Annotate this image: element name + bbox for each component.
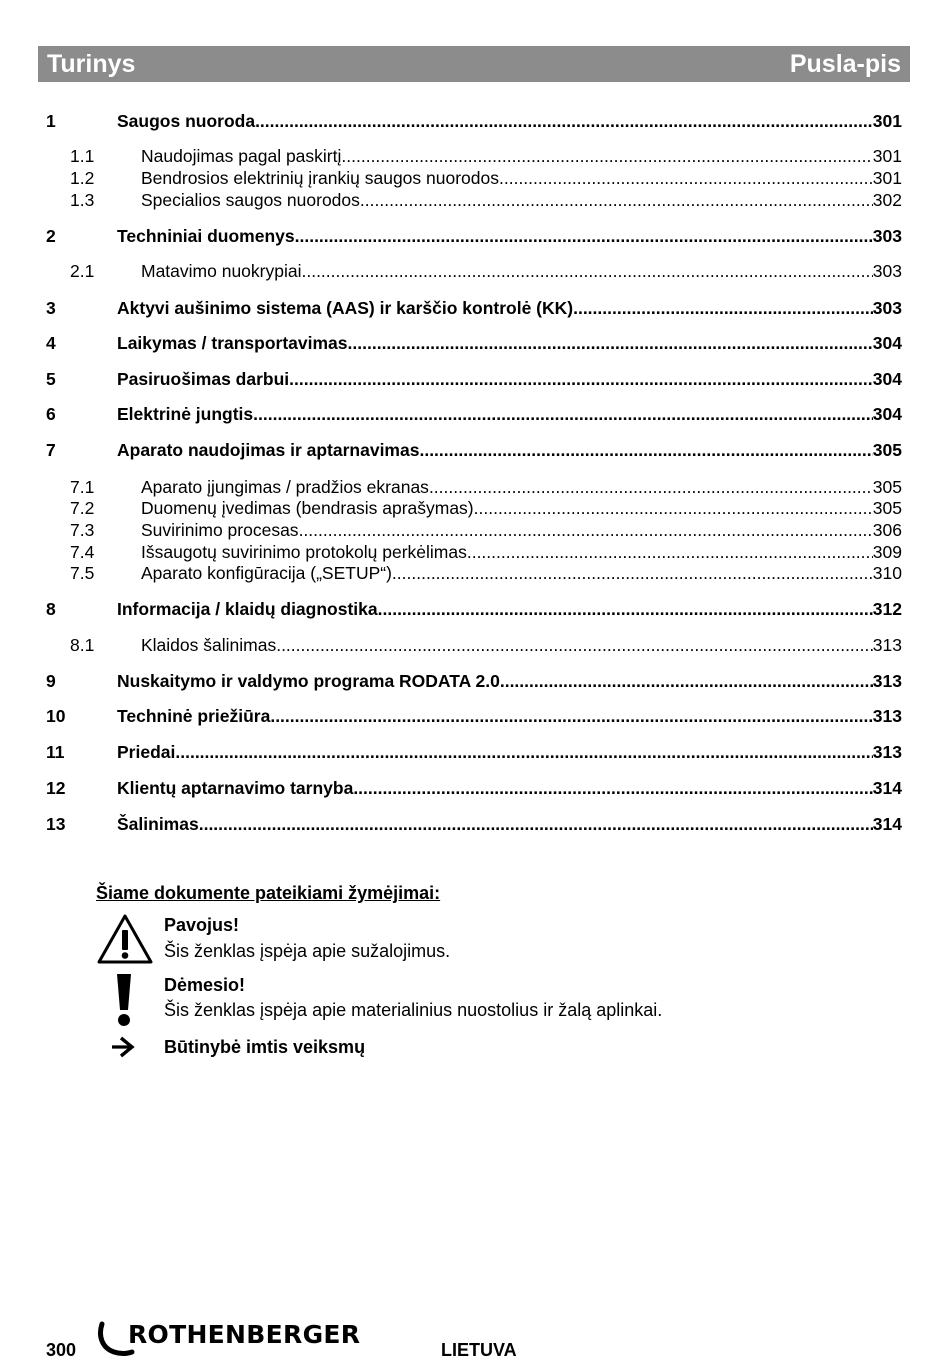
toc-entry-number: 13 — [46, 814, 66, 834]
toc-entry-page: 303 — [872, 298, 902, 318]
toc-dot-leader — [573, 298, 873, 319]
toc-header-page-label: Pusla-pis — [789, 49, 901, 78]
toc-entry[interactable] — [46, 599, 902, 623]
toc-dot-leader — [392, 563, 873, 584]
toc-entry-number: 12 — [46, 778, 66, 798]
toc-entry-page: 313 — [872, 742, 902, 762]
toc-dot-leader — [299, 520, 873, 541]
danger-title: Pavojus! — [164, 915, 240, 935]
toc-entry-page: 310 — [872, 563, 902, 583]
toc-entry-title: Išsaugotų suvirinimo protokolų perkėlimas — [141, 542, 467, 562]
toc-entry-number: 7.1 — [70, 477, 95, 497]
toc-entry-page: 303 — [872, 226, 902, 246]
toc-entry-title: Informacija / klaidų diagnostika — [117, 599, 378, 619]
toc-entry[interactable] — [46, 520, 902, 544]
toc-entry-page: 313 — [872, 706, 902, 726]
toc-entry[interactable] — [46, 742, 902, 766]
action-required-text: Būtinybė imtis veiksmų — [164, 1037, 366, 1057]
toc-dot-leader — [499, 168, 873, 189]
toc-entry-number: 1.3 — [70, 190, 95, 210]
toc-entry-page: 305 — [872, 477, 902, 497]
toc-entry-number: 1.1 — [70, 146, 95, 166]
toc-entry-page: 304 — [872, 404, 902, 424]
toc-entry-page: 301 — [872, 111, 902, 131]
toc-dot-leader — [289, 369, 873, 390]
toc-entry-page: 309 — [872, 542, 902, 562]
toc-dot-leader — [175, 742, 872, 763]
toc-entry-page: 305 — [872, 498, 902, 518]
toc-dot-leader — [199, 814, 873, 835]
toc-entry-title: Laikymas / transportavimas — [117, 333, 348, 353]
toc-header — [38, 46, 910, 82]
toc-entry-title: Naudojimas pagal paskirtį — [141, 146, 342, 166]
toc-entry-title: Saugos nuoroda — [117, 111, 256, 131]
toc-dot-leader — [353, 778, 872, 799]
toc-dot-leader — [348, 333, 873, 354]
toc-entry[interactable] — [46, 706, 902, 730]
toc-entry[interactable] — [46, 369, 902, 393]
toc-dot-leader — [419, 440, 872, 461]
toc-dot-leader — [378, 599, 873, 620]
toc-entry-page: 301 — [872, 168, 902, 188]
toc-entry[interactable] — [46, 333, 902, 357]
toc-entry-page: 313 — [872, 671, 902, 691]
toc-entry-number: 3 — [46, 298, 56, 318]
brand-name: ROTHENBERGER — [128, 1320, 361, 1349]
toc-entry-title: Elektrinė jungtis — [117, 404, 254, 424]
toc-entry-number: 7 — [46, 440, 56, 460]
toc-entry[interactable] — [46, 226, 902, 250]
toc-entry-number: 7.3 — [70, 520, 95, 540]
toc-entry[interactable] — [46, 261, 902, 285]
toc-entry[interactable] — [46, 111, 902, 135]
toc-dot-leader — [429, 477, 873, 498]
toc-entry-number: 11 — [46, 742, 65, 762]
toc-entry[interactable] — [46, 298, 902, 322]
toc-entry-page: 301 — [872, 146, 902, 166]
toc-entry-title: Techninė priežiūra — [117, 706, 271, 726]
toc-entry-page: 305 — [872, 440, 902, 460]
toc-entry[interactable] — [46, 814, 902, 838]
toc-dot-leader — [255, 111, 873, 132]
toc-dot-leader — [467, 542, 873, 563]
toc-header-title: Turinys — [47, 49, 136, 78]
toc-entry-number: 7.5 — [70, 563, 95, 583]
toc-entry-number: 7.2 — [70, 498, 95, 518]
toc-dot-leader — [276, 635, 873, 656]
warning-triangle-icon — [96, 913, 154, 965]
toc-entry-title: Suvirinimo procesas — [141, 520, 299, 540]
toc-dot-leader — [500, 671, 873, 692]
toc-entry-number: 4 — [46, 333, 56, 353]
toc-entry-number: 1 — [46, 111, 56, 131]
danger-description: Šis ženklas įspėja apie sužalojimus. — [164, 941, 451, 961]
toc-dot-leader — [270, 706, 872, 727]
toc-entry[interactable] — [46, 671, 902, 695]
toc-dot-leader — [295, 226, 873, 247]
toc-entry-number: 1.2 — [70, 168, 95, 188]
toc-dot-leader — [253, 404, 873, 425]
toc-entry-title: Aparato įjungimas / pradžios ekranas — [141, 477, 429, 497]
toc-entry[interactable] — [46, 498, 902, 522]
toc-entry-title: Techniniai duomenys — [117, 226, 295, 246]
legend-heading: Šiame dokumente pateikiami žymėjimai: — [96, 883, 441, 903]
toc-entry-number: 8 — [46, 599, 56, 619]
toc-entry-title: Aparato konfigūracija („SETUP“) — [141, 563, 392, 583]
country-label: LIETUVA — [441, 1340, 517, 1360]
toc-entry-title: Aparato naudojimas ir aptarnavimas — [117, 440, 420, 460]
toc-entry[interactable] — [46, 168, 902, 192]
toc-entry-title: Klientų aptarnavimo tarnyba — [117, 778, 354, 798]
toc-entry-title: Specialios saugos nuorodos — [141, 190, 360, 210]
toc-entry-number: 6 — [46, 404, 56, 424]
toc-entry-page: 313 — [872, 635, 902, 655]
toc-entry-title: Bendrosios elektrinių įrankių saugos nuorodos — [141, 168, 499, 188]
toc-entry-number: 10 — [46, 706, 66, 726]
toc-entry-title: Klaidos šalinimas — [141, 635, 277, 655]
toc-entry[interactable] — [46, 146, 902, 170]
toc-entry[interactable] — [46, 563, 902, 587]
toc-entry-number: 2 — [46, 226, 56, 246]
toc-entry-title: Pasiruošimas darbui — [117, 369, 290, 389]
toc-entry[interactable] — [46, 635, 902, 659]
toc-dot-leader — [474, 498, 873, 519]
toc-entry-number: 8.1 — [70, 635, 95, 655]
toc-entry-number: 5 — [46, 369, 56, 389]
toc-entry-page: 304 — [872, 369, 902, 389]
toc-entry-page: 306 — [872, 520, 902, 540]
toc-entry-title: Priedai — [117, 742, 176, 762]
toc-entry-page: 303 — [872, 261, 902, 281]
toc-entry-number: 7.4 — [70, 542, 95, 562]
toc-entry-page: 312 — [872, 599, 902, 619]
toc-entry-page: 314 — [872, 778, 902, 798]
arrow-right-icon — [110, 1036, 136, 1058]
toc-entry-page: 302 — [872, 190, 902, 210]
toc-dot-leader — [341, 146, 872, 167]
caution-description: Šis ženklas įspėja apie materialinius nuostolius ir žalą aplinkai. — [164, 1000, 663, 1020]
toc-entry[interactable] — [46, 440, 902, 464]
toc-entry-page: 314 — [872, 814, 902, 834]
toc-entry[interactable] — [46, 778, 902, 802]
toc-entry[interactable] — [46, 404, 902, 428]
toc-entry-title: Nuskaitymo ir valdymo programa RODATA 2.0 — [117, 671, 500, 691]
exclamation-icon — [112, 972, 136, 1028]
toc-entry-number: 9 — [46, 671, 56, 691]
toc-entry[interactable] — [46, 190, 902, 214]
toc-dot-leader — [360, 190, 873, 211]
toc-entry-title: Šalinimas — [117, 814, 199, 834]
toc-dot-leader — [301, 261, 872, 282]
page-number: 300 — [46, 1340, 77, 1360]
toc-entry-number: 2.1 — [70, 261, 95, 281]
toc-entry-title: Duomenų įvedimas (bendrasis aprašymas) — [141, 498, 474, 518]
toc-entry-title: Aktyvi aušinimo sistema (AAS) ir karščio kontrolė (KK) — [117, 298, 574, 318]
caution-title: Dėmesio! — [164, 975, 246, 995]
toc-entry-page: 304 — [872, 333, 902, 353]
toc-entry-title: Matavimo nuokrypiai — [141, 261, 302, 281]
